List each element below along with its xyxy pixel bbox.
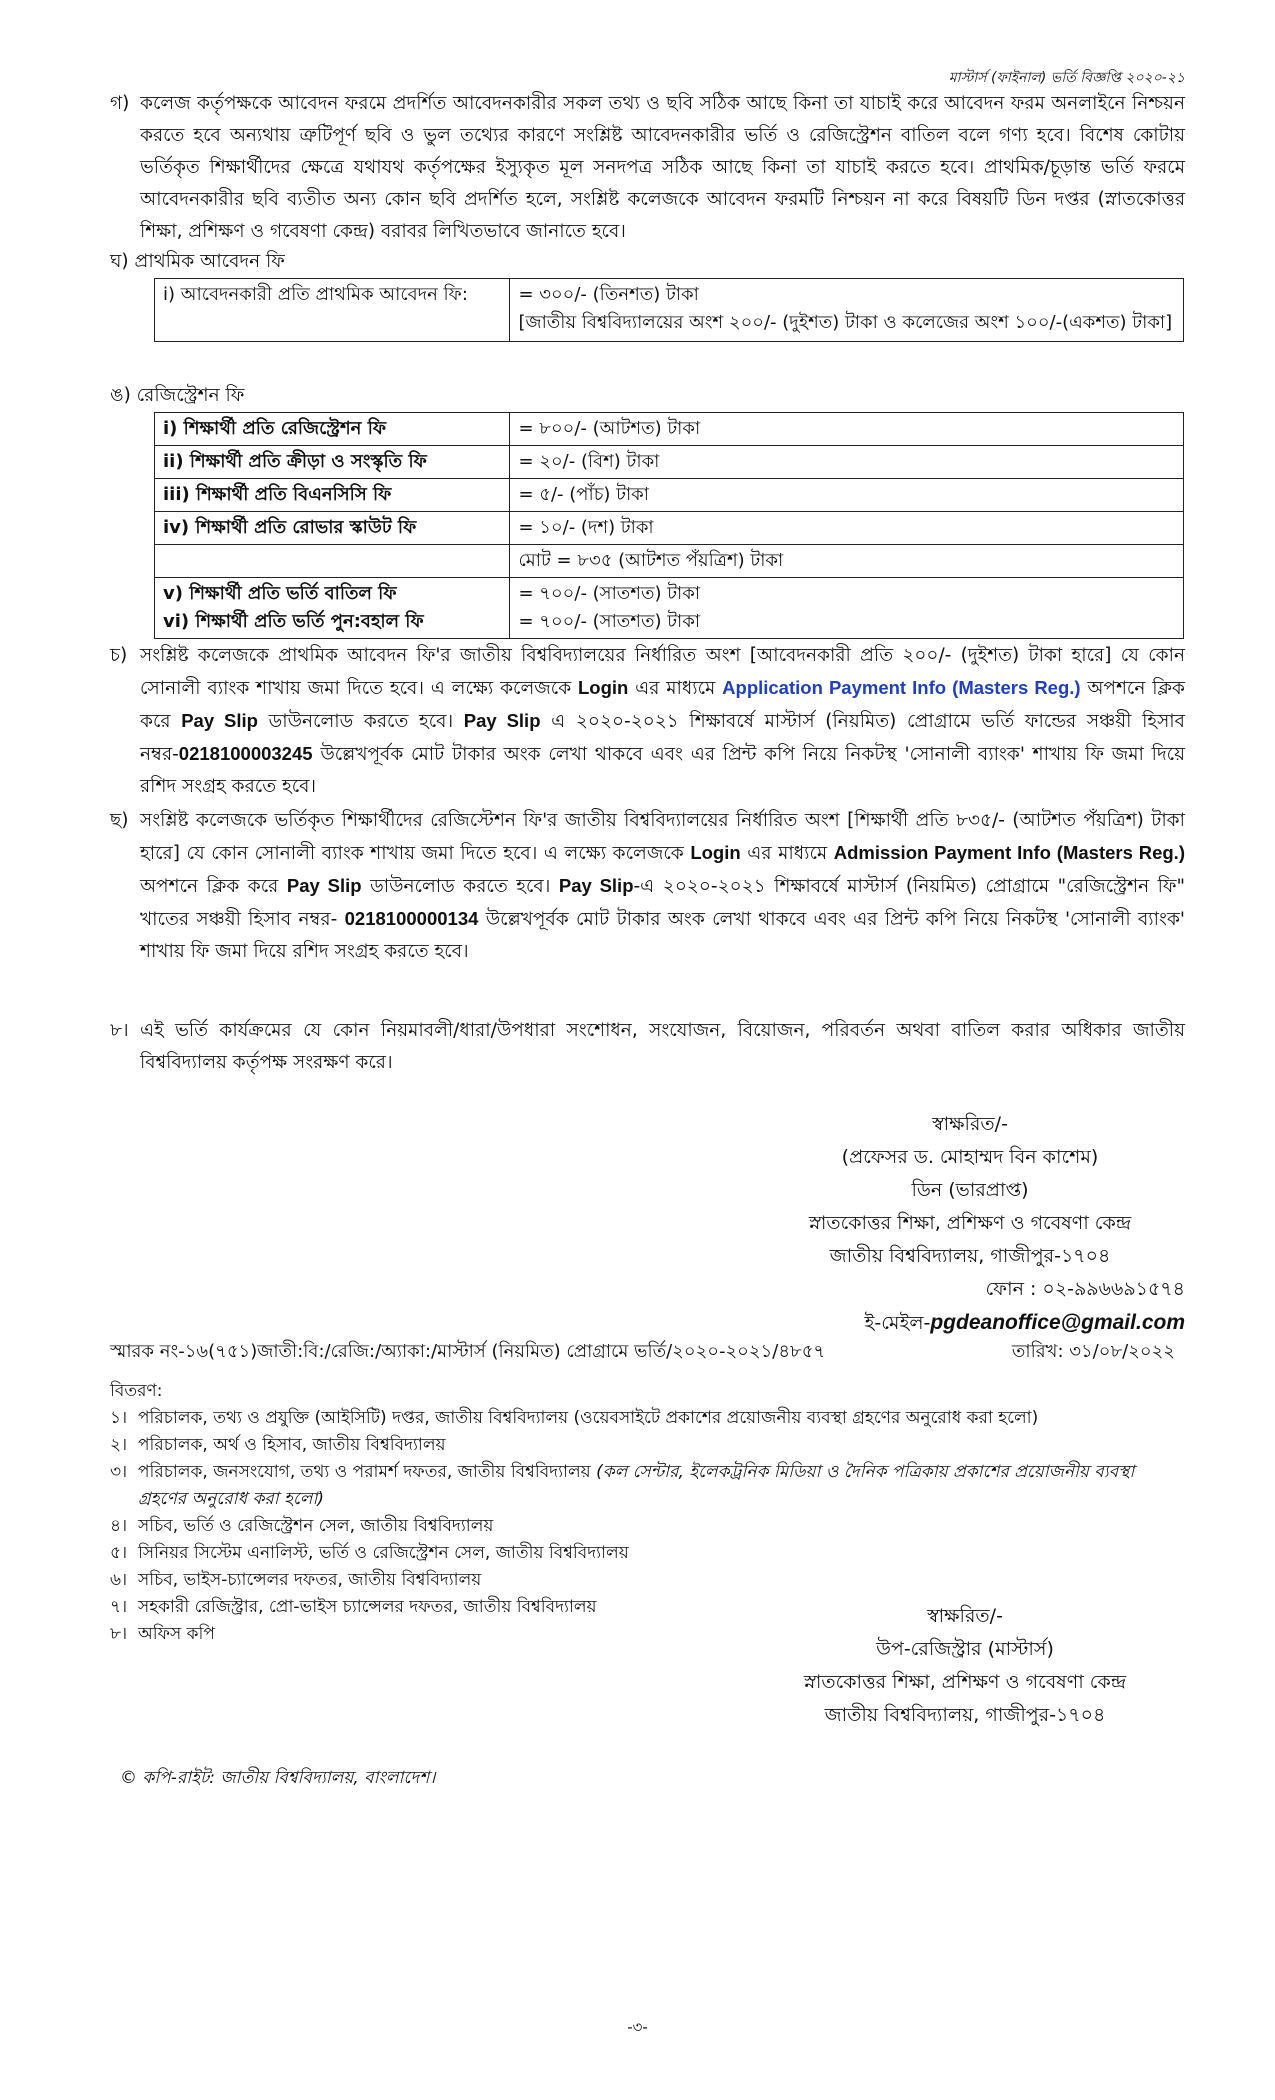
table-row-total [155,545,1184,578]
application-payment-info-link[interactable]: Application Payment Info (Masters Reg.) [722,677,1081,698]
reinstate-fee-label: vi) শিক্ষার্থী প্রতি ভর্তি পুন:বহাল ফি [163,611,424,632]
distribution-heading: বিতরণ: [110,1381,163,1401]
table-cell-value: = ৮০০/- (আটশত) টাকা [510,413,1184,446]
signatory-title: ডিন (ভারপ্রাপ্ত) [911,1179,1029,1201]
text-run: অপশনে ক্লিক করে [140,678,1185,732]
pay-slip-text: Pay Slip [463,710,541,731]
paragraph-chh [110,805,1185,968]
list-number: ৫। [110,1543,128,1563]
signed-mark: স্বাক্ষরিত/- [932,1113,1008,1135]
email-label: ই-মেইল- [864,1312,931,1334]
login-text: Login [578,677,629,698]
pay-slip-text: Pay Slip [286,875,362,896]
memo-date: তারিখ: ৩১/০৮/২০২২ [1011,1341,1175,1362]
signed-mark: স্বাক্ষরিত/- [927,1605,1003,1627]
list-text: সহকারী রেজিস্ট্রার, প্রো-ভাইস চ্যান্সেলর দফতর, জাতীয় বিশ্ববিদ্যালয় [138,1597,597,1617]
table-cell-total: মোট = ৮৩৫ (আটশত পঁয়ত্রিশ) টাকা [510,545,1184,578]
page-number: -৩- [627,2018,648,2036]
paragraph-marker: গ) [110,93,130,114]
paragraph-text: কলেজ কর্তৃপক্ষকে আবেদন ফরমে প্রদর্শিত আবেদনকারীর সকল তথ্য ও ছবি সঠিক আছে কিনা তা যাচাই করে আবেদন ফরম অনলাইনে নিশ্চয়ন করতে হবে অন্যথায় ত্রুটিপূর্ণ ছবি ও ভুল তথ্যের কারণে সংশ্লিষ্ট আবেদনকারীর ভর্তি ও রেজিস্ট্রেশন বাতিল বলে গণ্য হবে। বিশেষ কোটায় ভর্তিকৃত শিক্ষার্থীদের ক্ষেত্রে যথাযথ কর্তৃপক্ষের ইস্যুকৃত মূল সনদপত্র সঠিক আছে কিনা তা যাচাই করতে হবে। প্রাথমিক/চূড়ান্ত ভর্তি ফরমে আবেদনকারীর ছবি ব্যতীত অন্য কোন ছবি প্রদর্শিত হলে, সংশ্লিষ্ট কলেজকে আবেদন ফরমটি নিশ্চয়ন না করে বিষয়টি ডিন দপ্তর (স্নাতকোত্তর শিক্ষা, প্রশিক্ষণ ও গবেষণা কেন্দ্র) বরাবর লিখিতভাবে জানাতে হবে। [140,93,1185,242]
fee-amount: = ৩০০/- (তিনশত) টাকা [518,284,699,305]
text-run: উল্লেখপূর্বক মোট টাকার অংক লেখা থাকবে এবং এর প্রিন্ট কপি নিয়ে নিকটস্থ 'সোনালী ব্যাংক' শাখায় ফি জমা দিয়ে রশিদ সংগ্রহ করতে হবে। [140,909,1185,962]
text-run: অপশনে ক্লিক করে [140,876,279,897]
list-item [110,1405,1185,1432]
section-heading-application-fee: ঘ) প্রাথমিক আবেদন ফি [110,251,285,272]
application-fee-table [154,278,1184,342]
text-run: -এ ২০২০-২০২১ শিক্ষাবর্ষে মাস্টার্স (নিয়মিত) প্রোগ্রামে "রেজিস্ট্রেশন ফি" খাতের সঞ্চয়ী হিসাব নম্বর- [140,876,1185,930]
table-row [155,578,1184,639]
paragraph-g [110,88,1185,248]
document-header-title: মাস্টার্স (ফাইনাল) ভর্তি বিজ্ঞপ্তি ২০২০-২১ [948,70,1185,86]
table-row [155,479,1184,512]
paragraph-ch [110,640,1185,803]
list-number: ৭। [110,1597,128,1617]
table-cell-label: ii) শিক্ষার্থী প্রতি ক্রীড়া ও সংস্কৃতি ফি [155,446,510,479]
table-cell-label: iv) শিক্ষার্থী প্রতি রোভার স্কাউট ফি [155,512,510,545]
account-number: 0218100000134 [344,908,479,929]
signature-block-dean [755,1108,1185,1340]
table-cell-value [510,279,1184,342]
text-run: এর মাধ্যমে [635,678,716,699]
paragraph-marker: চ) [110,645,128,666]
table-cell-value [510,578,1184,639]
signature-block-deputy-registrar [765,1600,1165,1732]
text-run: এর মাধ্যমে [747,843,828,864]
table-cell-label: i) শিক্ষার্থী প্রতি রেজিস্ট্রেশন ফি [155,413,510,446]
memo-reference: স্মারক নং-১৬(৭৫১)জাতী:বি:/রেজি:/অ্যাকা:/মাস্টার্স (নিয়মিত) প্রোগ্রামে ভর্তি/২০২০-২০২১/৪৮৫৭ [110,1341,826,1362]
list-text: সচিব, ভাইস-চ্যান্সেলর দফতর, জাতীয় বিশ্ববিদ্যালয় [138,1570,482,1590]
list-item [110,1513,1185,1540]
list-text: সচিব, ভর্তি ও রেজিস্ট্রেশন সেল, জাতীয় বিশ্ববিদ্যালয় [138,1516,494,1536]
signatory-university: জাতীয় বিশ্ববিদ্যালয়, গাজীপুর-১৭০৪ [829,1245,1111,1267]
list-note: (কল সেন্টার, ইলেকট্রনিক মিডিয়া ও দৈনিক পত্রিকায় প্রকাশের প্রয়োজনীয় ব্যবস্থা গ্রহণের অনুরোধ করা হলো) [138,1462,1135,1509]
list-number: ৩। [110,1462,128,1482]
table-row [155,279,1184,342]
memo-line [110,1338,1185,1366]
text-run: সংশ্লিষ্ট কলেজকে প্রাথমিক আবেদন ফি'র জাতীয় বিশ্ববিদ্যালয়ের নির্ধারিত অংশ [আবেদনকারী প্রতি ২০০/- (দুইশত) টাকা হারে] যে কোন সোনালী ব্যাংক শাখায় জমা দিতে হবে। এ লক্ষ্যে কলেজকে [140,645,1185,699]
text-run: উল্লেখপূর্বক মোট টাকার অংক লেখা থাকবে এবং এর প্রিন্ট কপি নিয়ে নিকটস্থ 'সোনালী ব্যাংক' শাখায় ফি জমা দিয়ে রশিদ সংগ্রহ করতে হবে। [140,744,1185,797]
registration-fee-table [154,412,1184,639]
paragraph-8 [110,1015,1185,1079]
text-run: ডাউনলোড করতে হবে। [268,711,454,732]
paragraph-text [140,805,1185,968]
list-item [110,1432,1185,1459]
list-item [110,1540,1185,1567]
signatory-office: স্নাতকোত্তর শিক্ষা, প্রশিক্ষণ ও গবেষণা কেন্দ্র [808,1212,1132,1234]
text-run: এ ২০২০-২০২১ শিক্ষাবর্ষে মাস্টার্স (নিয়মিত) প্রোগ্রামে ভর্তি ফান্ডের সঞ্চয়ী হিসাব নম্বর- [140,711,1185,765]
pay-slip-text: Pay Slip [181,710,258,731]
text-run: সংশ্লিষ্ট কলেজকে ভর্তিকৃত শিক্ষার্থীদের রেজিস্টেশন ফি'র জাতীয় বিশ্ববিদ্যালয়ের নির্ধারিত অংশ [শিক্ষার্থী প্রতি ৮৩৫/- (আটশত পঁয়ত্রিশ) টাকা হারে] যে কোন সোনালী ব্যাংক শাখায় জমা দিতে হবে। এ লক্ষ্যে কলেজকে [140,810,1185,864]
signatory-university: জাতীয় বিশ্ববিদ্যালয়, গাজীপুর-১৭০৪ [824,1704,1106,1726]
paragraph-text [140,640,1185,803]
signatory-office: স্নাতকোত্তর শিক্ষা, প্রশিক্ষণ ও গবেষণা কেন্দ্র [803,1671,1127,1693]
cancel-fee-value: = ৭০০/- (সাতশত) টাকা [518,583,701,604]
paragraph-marker: ছ) [110,810,129,831]
list-text: পরিচালক, তথ্য ও প্রযুক্তি (আইসিটি) দপ্তর, জাতীয় বিশ্ববিদ্যালয় (ওয়েবসাইটে প্রকাশের প্রয়োজনীয় ব্যবস্থা গ্রহণের অনুরোধ করা হলো) [138,1408,1039,1428]
text-run: ডাউনলোড করতে হবে। [370,876,551,897]
table-cell-value: = ১০/- (দশ) টাকা [510,512,1184,545]
cancel-fee-label: v) শিক্ষার্থী প্রতি ভর্তি বাতিল ফি [163,583,397,604]
admission-payment-info-option: Admission Payment Info (Masters Reg.) [833,842,1185,863]
table-cell-label: iii) শিক্ষার্থী প্রতি বিএনসিসি ফি [155,479,510,512]
table-row [155,413,1184,446]
list-text: সিনিয়র সিস্টেম এনালিস্ট, ভর্তি ও রেজিস্ট্রেশন সেল, জাতীয় বিশ্ববিদ্যালয় [138,1543,629,1563]
list-number: ৮। [110,1624,128,1644]
list-item [110,1459,1185,1513]
email-address[interactable]: pgdeanoffice@gmail.com [930,1311,1185,1334]
signatory-name: (প্রফেসর ড. মোহাম্মদ বিন কাশেম) [841,1146,1099,1168]
pay-slip-text: Pay Slip [558,875,634,896]
table-cell-value: = ২০/- (বিশ) টাকা [510,446,1184,479]
section-heading-registration-fee: ঙ) রেজিস্ট্রেশন ফি [110,385,245,406]
list-text: পরিচালক, জনসংযোগ, তথ্য ও পরামর্শ দফতর, জাতীয় বিশ্ববিদ্যালয় [138,1462,591,1482]
signatory-phone: ফোন : ০২-৯৯৬৬৯১৫৭৪ [985,1278,1185,1300]
table-row [155,446,1184,479]
table-cell-label: i) আবেদনকারী প্রতি প্রাথমিক আবেদন ফি: [155,279,510,342]
login-text: Login [690,842,741,863]
list-number: ২। [110,1435,128,1455]
signatory-email-line [755,1306,1185,1340]
list-text: অফিস কপি [138,1624,215,1644]
signatory-title: উপ-রেজিস্ট্রার (মাস্টার্স) [876,1638,1054,1660]
list-item [110,1567,1185,1594]
list-number: ৬। [110,1570,128,1590]
account-number: 0218100003245 [178,743,313,764]
list-number: ১। [110,1408,128,1428]
table-cell-value: = ৫/- (পাঁচ) টাকা [510,479,1184,512]
paragraph-text: এই ভর্তি কার্যক্রমের যে কোন নিয়মাবলী/ধারা/উপধারা সংশোধন, সংযোজন, বিয়োজন, পরিবর্তন অথবা বাতিল করার অধিকার জাতীয় বিশ্ববিদ্যালয় কর্তৃপক্ষ সংরক্ষণ করে। [140,1020,1185,1073]
reinstate-fee-value: = ৭০০/- (সাতশত) টাকা [518,611,701,632]
fee-breakdown-note: [জাতীয় বিশ্ববিদ্যালয়ের অংশ ২০০/- (দুইশত) টাকা ও কলেজের অংশ ১০০/-(একশত) টাকা] [518,312,1173,333]
copyright-note: © কপি-রাইট: জাতীয় বিশ্ববিদ্যালয়, বাংলাদেশ। [120,1768,436,1788]
paragraph-marker: ৮। [110,1020,129,1041]
table-cell-label [155,578,510,639]
list-number: ৪। [110,1516,128,1536]
table-row [155,512,1184,545]
list-text: পরিচালক, অর্থ ও হিসাব, জাতীয় বিশ্ববিদ্যালয় [138,1435,446,1455]
table-cell-label [155,545,510,578]
